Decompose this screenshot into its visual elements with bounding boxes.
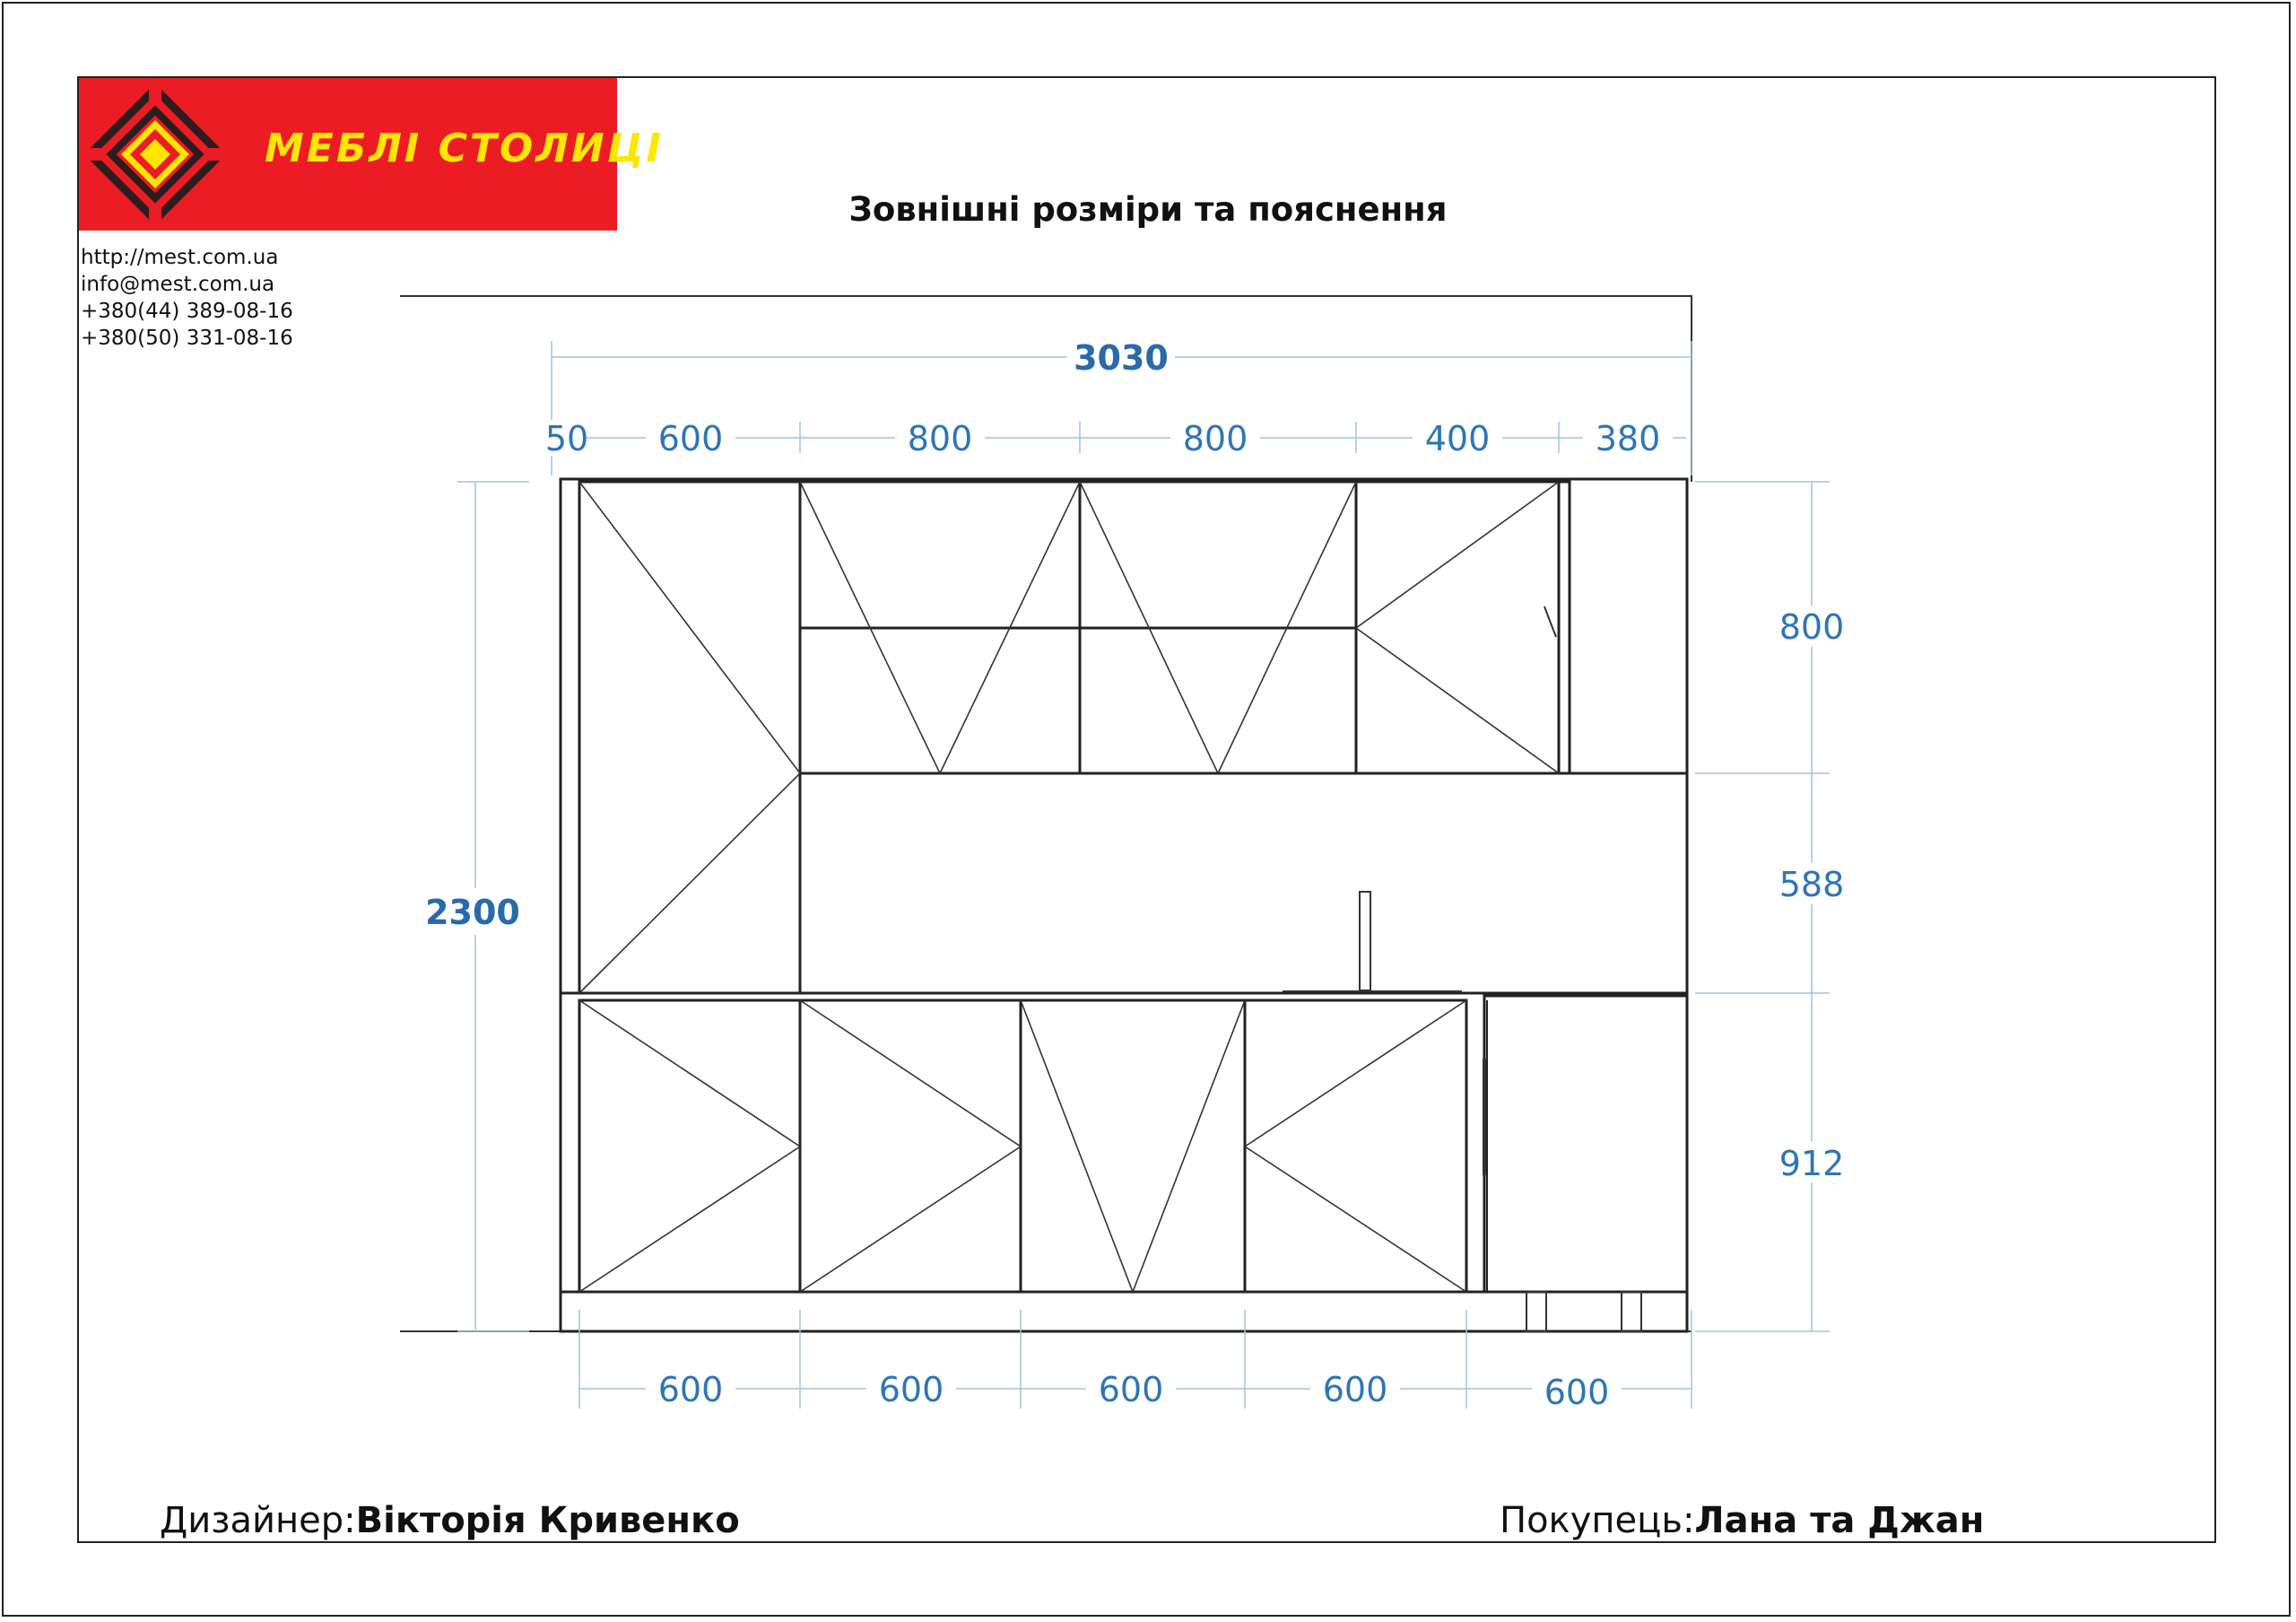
designer-name: Вікторія Кривенко	[355, 1500, 740, 1541]
customer-label: Покупець:	[1500, 1500, 1695, 1541]
dim-total-height: 2300	[425, 893, 520, 932]
dim-top-4: 800	[1182, 419, 1248, 458]
dim-right-lower: 912	[1779, 1144, 1845, 1183]
dim-bottom-3: 600	[1098, 1370, 1164, 1409]
email-link[interactable]: info@mest.com.ua	[81, 273, 275, 296]
designer-label: Дизайнер:	[160, 1500, 356, 1541]
fixtures	[1283, 606, 1641, 1331]
tall-cabinet-upper	[579, 482, 800, 993]
leg-1	[1526, 1292, 1546, 1331]
faucet	[1360, 892, 1370, 990]
dim-right-upper: 800	[1779, 607, 1845, 647]
dimension-lines	[457, 341, 1830, 1408]
phone-1: +380(44) 389-08-16	[81, 300, 293, 323]
dim-bottom-2: 600	[878, 1370, 944, 1409]
dim-top-3: 800	[907, 419, 973, 458]
website-link[interactable]: http://mest.com.ua	[81, 246, 279, 269]
dim-bottom-5: 600	[1544, 1373, 1610, 1412]
base-cabinet-4	[1245, 1000, 1466, 1292]
base-cabinet-1	[579, 1000, 800, 1292]
dim-top-1: 50	[544, 419, 589, 458]
phone-2: +380(50) 331-08-16	[81, 327, 293, 350]
dim-total-width: 3030	[1074, 338, 1169, 378]
dim-top-5: 400	[1424, 419, 1491, 458]
dim-top-6: 380	[1595, 419, 1661, 458]
kitchen-outline	[561, 479, 1687, 1331]
base-cabinet-sink	[1021, 1000, 1245, 1292]
base-cabinet-2	[800, 1000, 1021, 1292]
base-cabinet-5	[1484, 996, 1687, 1292]
dim-top-2: 600	[657, 419, 724, 458]
dim-right-middle: 588	[1779, 865, 1845, 904]
upper-side-panel	[1559, 482, 1570, 773]
upper-handle	[1544, 606, 1556, 637]
designer-line	[160, 1500, 740, 1541]
dim-bottom-4: 600	[1322, 1370, 1388, 1409]
cabinet-outlines	[561, 479, 1687, 1331]
customer-name: Лана та Джан	[1694, 1500, 1985, 1541]
upper-cabinet-3	[1356, 482, 1559, 773]
door-diagonals	[579, 482, 1559, 1292]
leg-2	[1622, 1292, 1641, 1331]
customer-line	[1500, 1500, 1984, 1541]
drawing-title: Зовнішні розміри та пояснення	[848, 190, 1448, 229]
dim-bottom-1: 600	[657, 1370, 724, 1409]
brand-name: МЕБЛІ СТОЛИЦІ	[265, 126, 664, 171]
